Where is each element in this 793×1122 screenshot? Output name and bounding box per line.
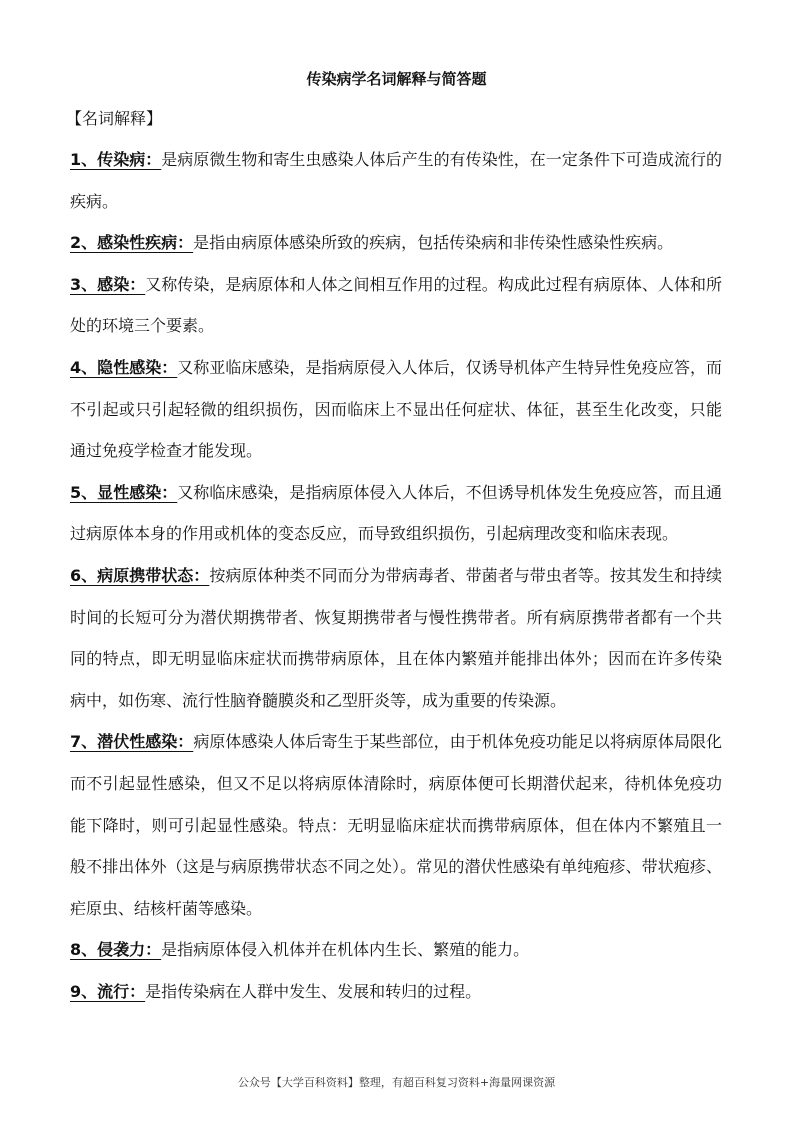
definition-term: 7、潜伏性感染： bbox=[70, 732, 194, 752]
definition-item bbox=[70, 222, 722, 264]
definition-term: 6、病原携带状态： bbox=[70, 565, 210, 585]
definition-text: 是指传染病在人群中发生、发展和转归的过程。 bbox=[145, 981, 482, 1001]
definition-item bbox=[70, 721, 722, 929]
definition-item bbox=[70, 929, 722, 971]
definition-text: 又称亚临床感染，是指病原侵入人体后，仅诱导机体产生特异性免疫应答，而不引起或只引起轻微的组织损伤，因而临床上不显出任何症状、体征，甚至生化改变，只能通过免疫学检查才能发现。 bbox=[70, 357, 722, 461]
page-footer: 公众号【大学百科资料】整理，有超百科复习资料+海量网课资源 bbox=[237, 1076, 556, 1089]
definition-text: 病原体感染人体后寄生于某些部位，由于机体免疫功能足以将病原体局限化而不引起显性感染，但又不足以将病原体清除时，病原体便可长期潜伏起来，待机体免疫功能下降时，则可引起显性感染。特点：无明显临床症状而携带病原体，但在体内不繁殖且一般不排出体外（这是与病原携带状态不同之处）。常见的潜伏性感染有单纯疱疹、带状疱疹、疟原虫、结核杆菌等感染。 bbox=[70, 732, 722, 918]
definition-term: 3、感染： bbox=[70, 274, 146, 294]
definition-text: 是病原微生物和寄生虫感染人体后产生的有传染性，在一定条件下可造成流行的疾病。 bbox=[70, 150, 722, 211]
definition-term: 1、传染病： bbox=[70, 150, 162, 169]
definition-text: 按病原体种类不同而分为带病毒者、带菌者与带虫者等。按其发生和持续时间的长短可分为潜伏期携带者、恢复期携带者与慢性携带者。所有病原携带者都有一个共同的特点，即无明显临床症状而携带病原体，且在体内繁殖并能排出体外；因而在许多传染病中，如伤寒、流行性脑脊髓膜炎和乙型肝炎等，成为重要的传染源。 bbox=[70, 565, 722, 710]
definition-item bbox=[70, 472, 722, 555]
document-title: 传染病学名词解释与简答题 bbox=[306, 70, 487, 88]
definition-item bbox=[70, 555, 722, 721]
definition-term: 8、侵袭力： bbox=[70, 940, 162, 960]
definition-text: 又称临床感染，是指病原体侵入人体后，不但诱导机体发生免疫应答，而且通过病原体本身的作用或机体的变态反应，而导致组织损伤，引起病理改变和临床表现。 bbox=[70, 482, 722, 544]
definition-term: 2、感染性疾病： bbox=[70, 233, 194, 253]
definition-term: 9、流行： bbox=[70, 981, 146, 1001]
definition-text: 是指病原体侵入机体并在机体内生长、繁殖的能力。 bbox=[161, 940, 530, 960]
section-heading: 【名词解释】 bbox=[66, 109, 163, 128]
definitions-list bbox=[70, 139, 722, 1012]
definition-item bbox=[70, 347, 722, 472]
definition-item bbox=[70, 971, 722, 1013]
definition-item bbox=[70, 264, 722, 347]
definition-text: 又称传染，是病原体和人体之间相互作用的过程。构成此过程有病原体、人体和所处的环境三个要素。 bbox=[70, 274, 722, 336]
definition-term: 4、隐性感染： bbox=[70, 357, 178, 377]
definition-term: 5、显性感染： bbox=[70, 482, 178, 502]
definition-item bbox=[70, 139, 722, 222]
definition-text: 是指由病原体感染所致的疾病，包括传染病和非传染性感染性疾病。 bbox=[193, 233, 674, 253]
